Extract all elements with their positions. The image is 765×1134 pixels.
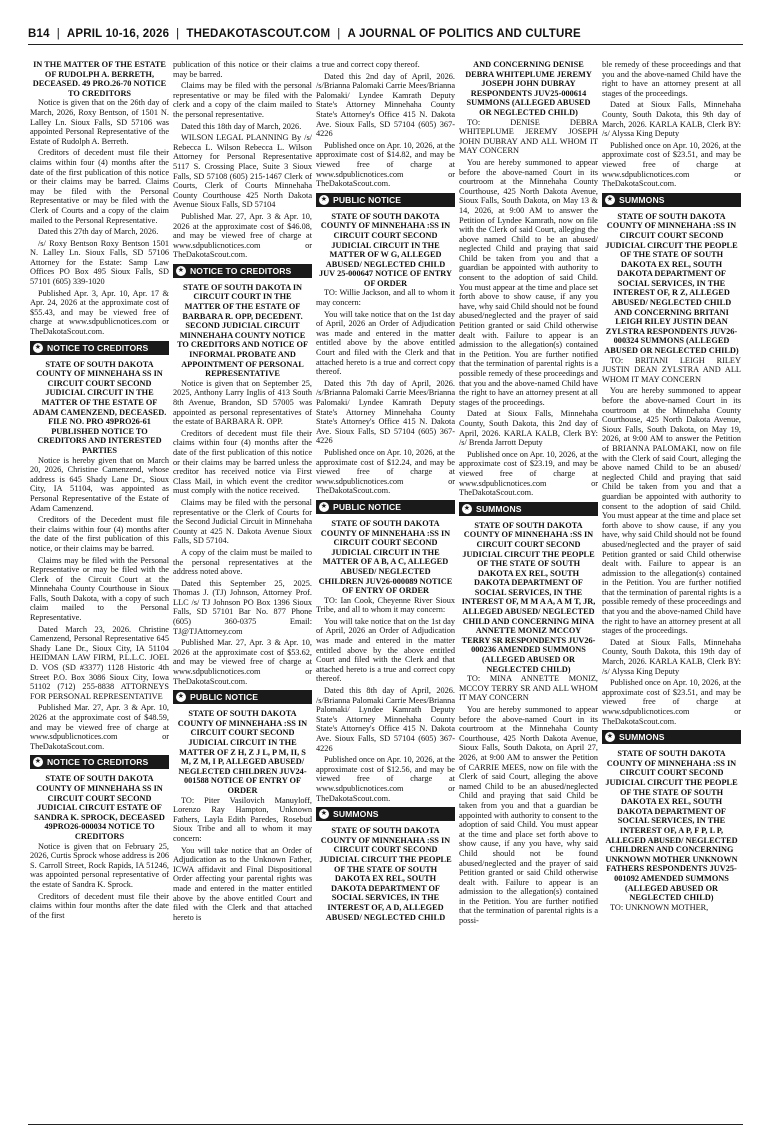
notice-paragraph: Claims may be filed with the personal representative or may be filed with the clerk and a copy of the claim mailed to the personal representative. [173,81,312,119]
scout-emblem-icon: ★ [463,504,471,512]
notice-paragraph: You will take notice that on the 1st day of April, 2026 an Order of Adjudication was made and entered in the matter entitled above by the above entitled Court and filed with the Clerk and that attached hereto is a true and correct copy thereof. [316,309,455,377]
issue-date: APRIL 10-16, 2026 [66,28,170,40]
notice-paragraph: ble remedy of these proceedings and that you and the above-named Child have the right to have an attorney present at all stages of the proceedings. [602,60,741,98]
notice-paragraph: Creditors of decedent must file their claims within four months after the date of the first [30,891,169,920]
column-3 [316,60,455,1122]
notice-paragraph: Published once on Apr. 10, 2026, at the approximate cost of $12.24, and may be viewed free of charge at www.sdpublicnotices.com or TheDakotaScout.com. [316,447,455,496]
header-separator: | [337,28,341,40]
notice-paragraph: Creditors of the Decedent must file their claims within four (4) months after the date of the first publication of this notice, or their claims may be barred. [30,515,169,553]
banner-label: NOTICE TO CREDITORS [47,342,149,353]
notice-heading: STATE OF SOUTH DAKOTA COUNTY OF MINNEHAHA :SS IN CIRCUIT COURT SECOND JUDICIAL CIRCUIT THE PEOPLE OF THE STATE OF SOUTH DAKOTA EX REL, SOUTH DAKOTA DEPARTMENT OF SOCIAL SERVICES, IN THE INTEREST OF, R Z, ALLEGED ABUSED/ NEGLECTED CHILD AND CONCERNING BRITANI LEIGH RILEY JUSTIN DEAN ZYLSTRA RESPONDENTS JUV26-000324 SUMMONS (ALLEGED ABUSED OR NEGLECTED CHILD) [604,211,739,356]
banner-label: PUBLIC NOTICE [333,194,402,205]
banner-label: PUBLIC NOTICE [190,692,259,703]
notice-heading: STATE OF SOUTH DAKOTA COUNTY OF MINNEHAHA SS IN CIRCUIT COURT SECOND JUDICIAL CIRCUIT ESTATE OF SANDRA K. SPROCK, DECEASED 49PRO26-000034 NOTICE TO CREDITORS [34,774,165,841]
notice-paragraph: Dated at Sioux Falls, Minnehaha County, South Dakota, this 2nd day of April, 2026. KARLA KALB, Clerk BY: /s/ Brenda Jarrott Deputy [459,409,598,448]
notice-paragraph: You are hereby summoned to appear before the above-named Court in its courtroom at the Minnehaha County Courthouse, 425 North Dakota Avenue, Sioux Falls, South Dakota, on May 13 & 14, 2026, at 9:00 AM to answer the Petition of Lyndee Kamrath, now on file with the Clerk of said Court, alleging the above named Child to be an abused/ neglected Child and praying that said Child be taken from you and that a guardian be appointed with authority to consent to the adoption of said Child. You must appear at the time and place set forth above to show cause, if any you have, why said Child should not be found abused/neglected and the prayer of said Petition granted or said Child otherwise dealt with. Failure to appear is an admission to the allegation(s) contained in the Petition. You are further notified that the termination of parental rights is a possible remedy of these proceedings and that you and the above-named Child have the right to have an attorney present at all stages of the proceedings. [459,157,598,407]
scout-emblem-icon: ★ [34,758,42,766]
section-banner [30,341,169,355]
footer-rule [28,1124,743,1125]
column-5 [602,60,741,1122]
header-separator: | [56,28,60,40]
notice-paragraph: You will take notice that an Order of Adjudication as to the Unknown Father, ICWA affidavit and Final Dispositional Order affecting your parental rights was made and entered in the matter entitled above by the above entitled Court and filed with the Clerk and that attached hereto is [173,845,312,922]
notice-paragraph: TO: Piter Vasilovich Manuyloff, Lorenzo Ray Hampton, Unknown Fathers, Layla Edith Paredes, Rosebud Sioux Tribe and all to whom it may concern: [173,795,312,843]
banner-label: SUMMONS [476,503,522,514]
notice-paragraph: Dated March 23, 2026. Christine Camenzend, Personal Representative 645 Shady Lane Dr., Sioux City, IA 51104 HEIDMAN LAW FIRM, P.L.L.C. JOEL D. VOS (SD #3377) 1128 Historic 4th Street P.O. Box 3086 Sioux City, Iowa 51102 (712) 255-8838 ATTORNEYS FOR PERSONAL REPRESENTATIVE [30,624,169,701]
notice-paragraph: You are hereby summoned to appear before the above-named Court in its courtroom at the Minnehaha County Courthouse, 425 North Dakota Avenue, Sioux Falls, South Dakota, on May 19, 2026, at 9:00 AM to answer the Petition of BRIANNA PALOMAKI, now on file with the Clerk of said Court, alleging the above named Child to be an abused/ neglected Child and praying that said Child be taken from you and that a guardian be appointed with authority to consent to the adoption of said Child. You must appear at the time and place set forth above to show cause, if any you have, why said Child should not be found abused/neglected and the prayer of said Petition granted or said Child otherwise dealt with. Failure to appear is an admission to the allegation(s) contained in the Petition. You are further notified that the termination of parental rights is a possible remedy of these proceedings and that you and the above-named Child have the right to have an attorney present at all stages of the proceedings. [602,386,741,636]
notice-paragraph: Published once on Apr. 10, 2026, at the approximate cost of $23.51, and may be viewed free of charge at www.sdpublicnotices.com or TheDakotaScout.com. [602,140,741,189]
notice-paragraph: Claims may be filed with the Personal Representative or may be filed with the Clerk of the Circuit Court at the Minnehaha County Courthouse in Sioux Falls, South Dakota, with a copy of such claim mailed to the Personal Representative. [30,555,169,623]
notice-paragraph: Dated this 7th day of April, 2026. /s/Brianna Palomaki Carrie Mees/Brianna Palomaki/ Lyndee Kamrath Deputy State's Attorney Minnehaha County State's Attorney's Office 415 N. Dakota Ave. Sioux Falls, SD 57104 (605) 367-4226 [316,378,455,446]
notice-paragraph: WILSON LEGAL PLANNING By /s/ Rebecca L. Wilson Rebecca L. Wilson Attorney for Personal Representative 5117 S. Crossing Place, Suite 3 Sioux Falls, SD 57108 (605) 215-1467 Clerk of Courts, Clerk of Courts Minnehaha County Courthouse 425 North Dakota Avenue Sioux Falls, SD 57104 [173,133,312,210]
section-banner [30,755,169,769]
notice-heading: STATE OF SOUTH DAKOTA COUNTY OF MINNEHAHA :SS IN CIRCUIT COURT SECOND JUDICIAL CIRCUIT THE PEOPLE OF THE STATE OF SOUTH DAKOTA EX REL, SOUTH DAKOTA DEPARTMENT OF SOCIAL SERVICES, IN THE INTEREST OF, A D, ALLEGED ABUSED/ NEGLECTED CHILD [319,826,452,922]
scout-emblem-icon: ★ [320,810,328,818]
notice-paragraph: Dated at Sioux Falls, Minnehaha County, South Dakota, this 9th day of March, 2026. KARLA KALB, Clerk BY: /s/ Alyssa King Deputy [602,100,741,139]
column-2 [173,60,312,1122]
notice-paragraph: /s/ Roxy Bentson Roxy Bentson 1501 N. Lalley Ln. Sioux Falls, SD 57106 Attorney for the Estate: Samp Law Offices PO Box 495 Sioux Falls, SD 57101 (605) 339-1020 [30,238,169,287]
notice-paragraph: You will take notice that on the 1st day of April, 2026 an Order of Adjudication was made and entered in the matter entitled above by the above entitled Court and filed with the Clerk and that attached hereto is a true and correct copy thereof. [316,616,455,684]
page-header [28,25,743,43]
notice-paragraph: TO: MINA ANNETTE MONIZ, MCCOY TERRY SR AND ALL WHOM IT MAY CONCERN [459,674,598,703]
notice-paragraph: a true and correct copy thereof. [316,60,420,69]
notice-heading: IN THE MATTER OF THE ESTATE OF RUDOLPH A. BERRETH, DECEASED. 49 PRO.26-70 NOTICE TO CREDITORS [32,60,167,98]
notice-paragraph: A copy of the claim must be mailed to the personal representatives at the address noted above. [173,547,312,577]
header-rule [28,44,743,45]
notice-paragraph: Published once on Apr. 10, 2026, at the approximate cost of $14.82, and may be viewed free of charge at www.sdpublicnotices.com or TheDakotaScout.com. [316,140,455,189]
notice-paragraph: Dated this 2nd day of April, 2026. /s/Brianna Palomaki Carrie Mees/Brianna Palomaki/ Lyndee Kamrath Deputy State's Attorney Minnehaha County State's Attorney's Office 415 N. Dakota Ave. Sioux Falls, SD 57104 (605) 367-4226 [316,71,455,139]
site-name: THEDAKOTASCOUT.COM [186,28,331,40]
notice-paragraph: Notice is given that on September 25, 2025, Anthony Larry Inglis of 413 South 8th Avenue, Brandon, SD 57005 was appointed as personal representatives of the estate of BARBARA R. OPP. [173,378,312,427]
scout-emblem-icon: ★ [606,195,614,203]
notice-paragraph: Published once on Apr. 10, 2026, at the approximate cost of $23.19, and may be viewed free of charge at www.sdpublicnotices.com or TheDakotaScout.com. [459,449,598,498]
notice-paragraph: Dated this September 25, 2025. Thomas J. (TJ) Johnson, Attorney Prof. LLC /s/ TJ Johnson PO Box 1396 Sioux Falls, SD 57101 Bar No. 877 Phone (605) 360-0375 Email: TJ@TJAttorney.com [173,578,312,636]
notice-paragraph: Claims may be filed with the personal representative or the Clerk of Courts for the Second Judicial Circuit in Minnehaha County at 425 N. Dakota Avenue Sioux Falls, SD 57104. [173,497,312,546]
scout-emblem-icon: ★ [320,195,328,203]
page-number: B14 [28,28,50,40]
banner-label: NOTICE TO CREDITORS [190,265,292,276]
tagline: A JOURNAL OF POLITICS AND CULTURE [347,28,581,40]
notice-paragraph: Dated this 27th day of March, 2026. [38,227,159,237]
scout-emblem-icon: ★ [320,502,328,510]
notice-paragraph: Published Mar. 27, Apr. 3 & Apr. 10, 2026 at the approximate cost of $46.08, and may be viewed free of charge at www.sdpublicnotices.com or TheDakotaScout.com. [173,211,312,260]
banner-label: SUMMONS [333,809,379,820]
notice-paragraph: TO: Willie Jackson, and all to whom it may concern: [316,288,455,308]
notice-paragraph: Published Mar. 27, Apr. 3 & Apr. 10, 2026 at the approximate cost of $53.62, and may be viewed free of charge at www.sdpublicnotices.com or TheDakotaScout.com. [173,638,312,686]
section-banner [173,264,312,278]
notice-paragraph: Published Mar. 27, Apr. 3 & Apr. 10, 2026 at the approximate cost of $48.59, and may be viewed free of charge at www.sdpublicnotices.com or TheDakotaScout.com. [30,703,169,751]
section-banner [316,193,455,207]
notice-paragraph: publication of this notice or their claims may be barred. [173,60,312,79]
column-1 [30,60,169,1122]
notice-paragraph: TO: BRITANI LEIGH RILEY JUSTIN DEAN ZYLSTRA AND ALL WHOM IT MAY CONCERN [602,355,741,384]
notice-heading: STATE OF SOUTH DAKOTA COUNTY OF MINNEHAHA :SS IN CIRCUIT COURT SECOND JUDICIAL CIRCUIT THE PEOPLE OF THE STATE OF SOUTH DAKOTA EX REL, SOUTH DAKOTA DEPARTMENT OF SOCIAL SERVICES, IN THE INTEREST OF, M M A A, A M T, JR, ALLEGED ABUSED/ NEGLECTED CHILD AND CONCERNING MINA ANNETTE MONIZ MCCOY TERRY SR RESPONDENTS JUV26-000236 AMENDED SUMMONS (ALLEGED ABUSED OR NEGLECTED CHILD) [461,520,596,674]
notice-paragraph: Dated this 18th day of March, 2026. [181,121,302,131]
notice-paragraph: Creditors of decedent must file their claims within four (4) months after the date of the first publication of this notice or their claims may be barred unless the creditor has received notice via First Class Mail, in which event the creditor must comply with the notice received. [173,428,312,496]
section-banner [173,690,312,704]
notice-paragraph: Dated at Sioux Falls, Minnehaha County, South Dakota, this 19th day of March, 2026. KARLA KALB, Clerk BY: /s/ Alyssa King Deputy [602,637,741,676]
notice-paragraph: Dated this 8th day of April, 2026. /s/Brianna Palomaki Carrie Mees/Brianna Palomaki/ Lyndee Kamrath Deputy State's Attorney Minnehaha County State's Attorney's Office 415 N. Dakota Ave. Sioux Falls, SD 57104 (605) 367-4226 [316,686,455,753]
notice-paragraph: TO: DENISE DEBRA WHITEPLUME JEREMY JOSEPH JOHN DUBRAY AND ALL WHOM IT MAY CONCERN [459,117,598,156]
notice-paragraph: Published once on Apr. 10, 2026, at the approximate cost of $23.51, and may be viewed free of charge at www.sdpublicnotices.com or TheDakotaScout.com. [602,678,741,726]
banner-label: SUMMONS [619,194,665,205]
notice-paragraph: Published Apr. 3, Apr. 10, Apr. 17 & Apr. 24, 2026 at the approximate cost of $55.43, and may be viewed free of charge at www.sdpublicnotices.com or TheDakotaScout.com. [30,288,169,337]
notice-paragraph: Notice is given that on February 25, 2026, Curtis Sprock whose address is 206 S. Carroll Street, Rock Rapids, IA 51246, was appointed personal representative of the estate of Sandra K. Sprock. [30,841,169,889]
section-banner [459,502,598,516]
scout-emblem-icon: ★ [34,343,42,351]
notice-heading: STATE OF SOUTH DAKOTA COUNTY OF MINNEHAHA :SS IN CIRCUIT COURT SECOND JUDICIAL CIRCUIT IN THE MATTER OF A B, A C, ALLEGED ABUSED/ NEGLECTED CHILDREN JUV26-000089 NOTICE OF ENTRY OF ORDER [318,518,453,596]
header-separator: | [176,28,180,40]
scout-emblem-icon: ★ [177,266,185,274]
notice-paragraph: Published once on Apr. 10, 2026, at the approximate cost of $12.56, and may be viewed free of charge at www.sdpublicnotices.com or TheDakotaScout.com. [316,755,455,803]
notice-heading: STATE OF SOUTH DAKOTA IN CIRCUIT COURT IN THE MATTER OF THE ESTATE OF BARBARA R. OPP, DECEDENT. SECOND JUDICIAL CIRCUIT MINNEHAHA COUNTY NOTICE TO CREDITORS AND NOTICE OF INFORMAL PROBATE AND APPOINTMENT OF PERSONAL REPRESENTATIVE [176,282,309,379]
notices-columns [30,60,741,1122]
notice-heading: AND CONCERNING DENISE DEBRA WHITEPLUME JEREMY JOSEPH JOHN DUBRAY RESPONDENTS JUV25-000614 SUMMONS (ALLEGED ABUSED OR NEGLECTED CHILD) [465,60,592,117]
notice-heading: STATE OF SOUTH DAKOTA COUNTY OF MINNEHAHA :SS IN CIRCUIT COURT SECOND JUDICIAL CIRCUIT IN THE MATTER OF Z H, Z J L, P M, II, S M, Z M, I P, ALLEGED ABUSED/ NEGLECTED CHILDREN JUV24-001588 NOTICE OF ENTRY OF ORDER [177,709,308,795]
notice-paragraph: Notice is hereby given that on March 20, 2026, Christine Camenzend, whose address is 645 Shady Lane Dr., Sioux City, IA 51104, was appointed as Personal Representative of the Estate of Adam Camenzend. [30,455,169,513]
section-banner [316,500,455,514]
column-4 [459,60,598,1122]
banner-label: SUMMONS [619,732,665,743]
scout-emblem-icon: ★ [606,733,614,741]
section-banner [316,807,455,821]
notice-paragraph: TO: UNKNOWN MOTHER, [610,902,709,912]
notice-paragraph: TO: Ian Cook, Cheyenne River Sioux Tribe, and all to whom it may concern: [316,595,455,615]
notice-heading: STATE OF SOUTH DAKOTA COUNTY OF MINNEHAHA SS IN CIRCUIT COURT SECOND JUDICIAL CIRCUIT IN THE MATTER OF THE ESTATE OF ADAM CAMENZEND, DECEASED. FILE NO. PRO 49PRO26-61 PUBLISHED NOTICE TO CREDITORS AND INTERESTED PARTIES [32,359,167,455]
notice-heading: STATE OF SOUTH DAKOTA COUNTY OF MINNEHAHA :SS IN CIRCUIT COURT SECOND JUDICIAL CIRCUIT THE PEOPLE OF THE STATE OF SOUTH DAKOTA EX REL, SOUTH DAKOTA DEPARTMENT OF SOCIAL SERVICES, IN THE INTEREST OF, A P, F P, L P, ALLEGED ABUSED/ NEGLECTED CHILDREN AND CONCERNING UNKNOWN MOTHER UNKNOWN FATHERS RESPONDENTS JUV25-001092 AMENDED SUMMONS (ALLEGED ABUSED OR NEGLECTED CHILD) [605,749,738,903]
scout-emblem-icon: ★ [177,693,185,701]
banner-label: PUBLIC NOTICE [333,501,402,512]
notice-paragraph: Creditors of decedent must file their claims within four (4) months after the date of the first publication of this notice or their claims may be barred. Claims may be filed with the Personal Representative or may be filed with the Clerk of Courts and a copy of the claim mailed to the Personal Representative. [30,148,169,225]
notice-paragraph: Notice is given that on the 26th day of March, 2026, Roxy Bentson, of 1501 N. Lalley Ln. Sioux Falls, SD 57106 was appointed Personal Representative of the Estate of Rudolph A. Berreth. [30,98,169,146]
section-banner [602,730,741,744]
notice-heading: STATE OF SOUTH DAKOTA COUNTY OF MINNEHAHA :SS IN CIRCUIT COURT SECOND JUDICIAL CIRCUIT IN THE MATTER OF W G, ALLEGED ABUSED/ NEGLECTED CHILD JUV 25-000647 NOTICE OF ENTRY OF ORDER [319,211,452,288]
section-banner [602,193,741,207]
banner-label: NOTICE TO CREDITORS [47,757,149,768]
notice-paragraph: You are hereby summoned to appear before the above-named Court in its courtroom at the Minnehaha County Courthouse, 425 North Dakota Avenue, Sioux Falls, South Dakota, on April 27, 2026, at 9:00 AM to answer the Petition of CARRIE MEES, now on file with the Clerk of said Court, alleging the above named Child to be an abused/neglected Child and praying that said Child be taken from you and that a guardian be appointed with authority to consent to the adoption of said Child. You must appear at the time and place set forth above to show cause, if any you have, why said Child should not be found abused/neglected and the prayer of said Petition granted or said Child otherwise dealt with. Failure to appear is an admission to the allegation(s) contained in the Petition. You are further notified that the termination of parental rights is a possi- [459,705,598,926]
